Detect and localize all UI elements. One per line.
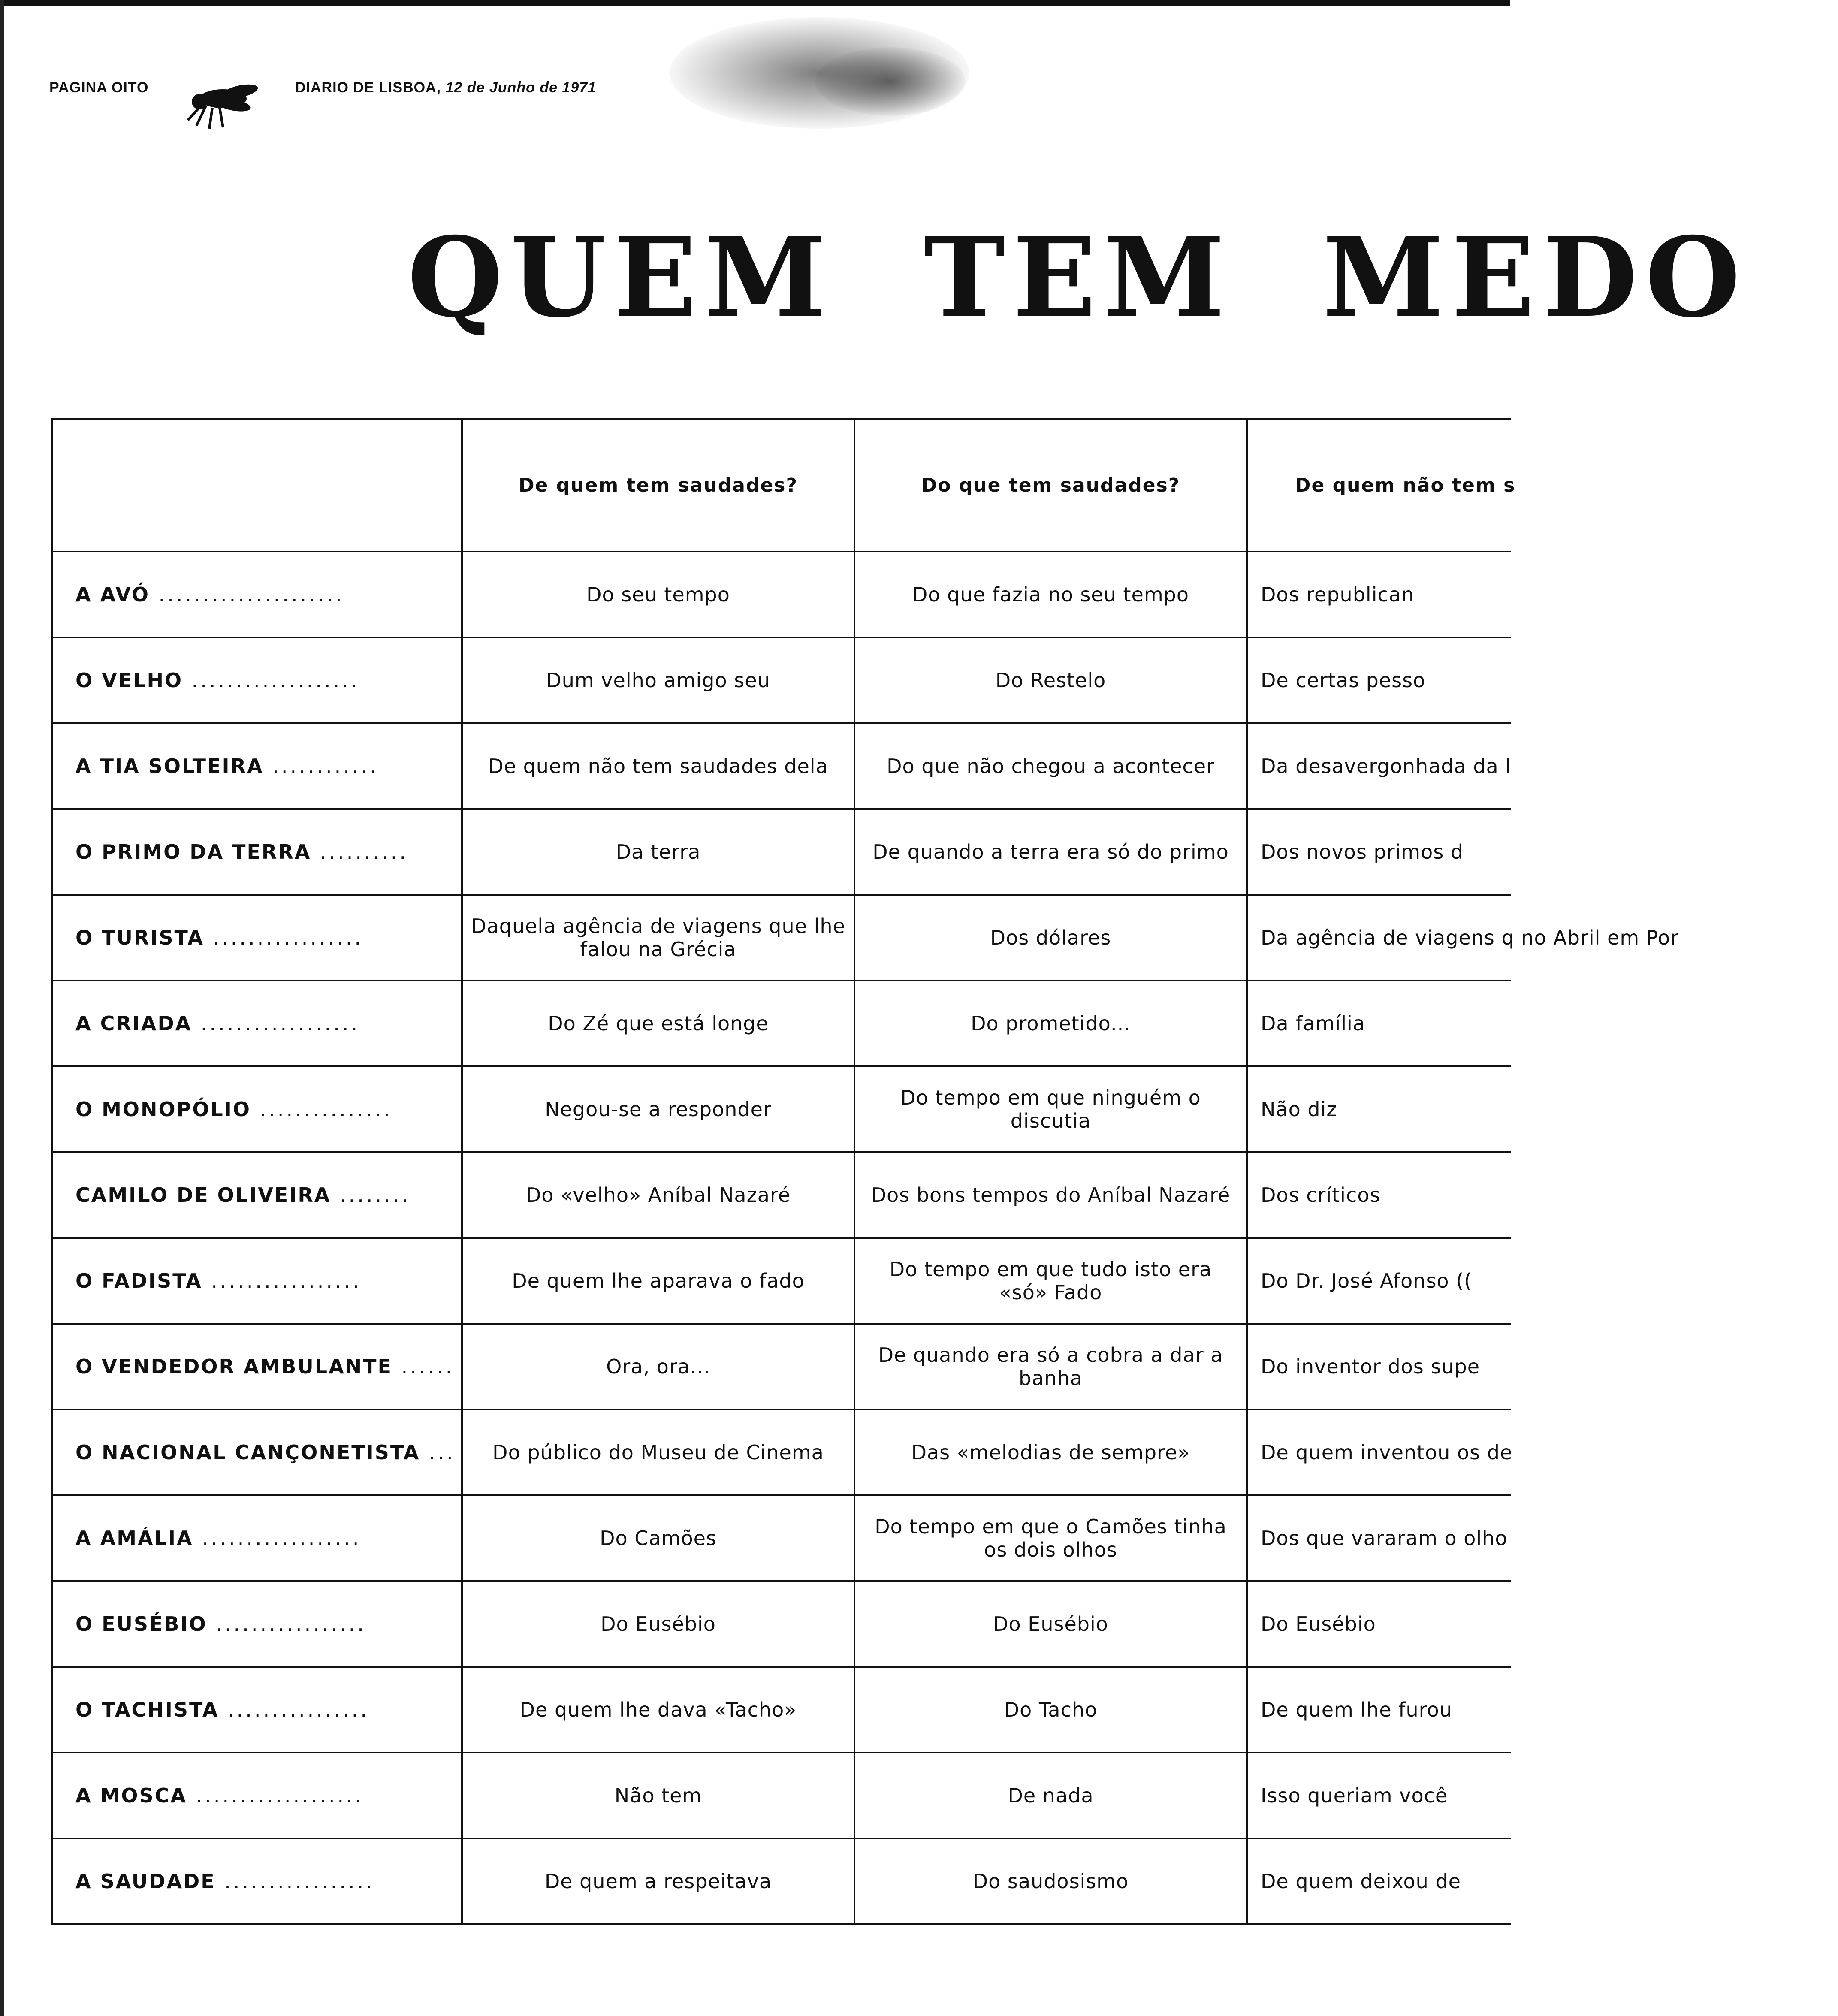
row-label-cell [52,1838,462,1924]
answer-cell: Do saudosismo [854,1838,1247,1924]
newspaper-name: DIARIO DE LISBOA, [295,79,441,96]
table-row [52,1238,1511,1324]
answer-cell: Do Dr. José Afonso (( [1247,1238,1511,1324]
answer-cell: Do que não chegou a acontecer [854,723,1247,809]
page-headline [407,214,1838,342]
answer-cell: Do que fazia no seu tempo [854,552,1247,637]
leader-dots: .................. [193,1526,362,1550]
table-row [52,1152,1511,1238]
leader-dots: ..................... [150,582,344,606]
answer-cell: De quando era só a cobra a dar a banha [854,1324,1247,1409]
leader-dots: ............ [263,754,379,778]
scan-edge-top [0,0,1510,6]
answer-cell: Isso queriam você [1247,1753,1511,1838]
table-header-row [52,419,1511,552]
answer-cell: Dos bons tempos do Aníbal Nazaré [854,1152,1247,1238]
newspaper-dateline [295,79,596,96]
answer-cell: De quem lhe furou [1247,1667,1511,1753]
row-label-cell [52,1152,462,1238]
leader-dots: ................. [202,1269,362,1292]
leader-dots: ................. [215,1869,375,1893]
answer-cell: De quem inventou os de [1247,1409,1511,1495]
row-label: A AVÓ [75,582,150,606]
table-row [52,1495,1511,1581]
row-label-cell [52,1753,462,1838]
answer-cell: De quem deixou de [1247,1838,1511,1924]
row-label-cell [52,1238,462,1324]
answer-cell: Do seu tempo [462,552,854,637]
table-row [52,1324,1511,1409]
row-label: O MONOPÓLIO [75,1097,251,1121]
answer-cell: Dos dólares [854,895,1247,981]
row-label: A AMÁLIA [75,1526,193,1550]
answer-cell: Do «velho» Aníbal Nazaré [462,1152,854,1238]
leader-dots: .......... [311,840,409,863]
row-label: O PRIMO DA TERRA [75,840,311,863]
answer-cell: Do prometido... [854,981,1247,1066]
table-row [52,1838,1511,1924]
column-header: Do que tem saudades? [854,419,1247,552]
row-label-cell [52,723,462,809]
row-label-cell [52,1409,462,1495]
answer-cell: Do Camões [462,1495,854,1581]
answer-cell: Dos republican [1247,552,1511,637]
row-label-cell [52,981,462,1066]
answer-cell: Do público do Museu de Cinema [462,1409,854,1495]
page-number-label: PAGINA OITO [49,79,149,96]
answer-cell: De quem não tem saudades dela [462,723,854,809]
table-row [52,637,1511,723]
answer-cell: Não diz [1247,1066,1511,1152]
column-header: De quem tem saudades? [462,419,854,552]
answer-cell: Do Zé que está longe [462,981,854,1066]
publication-date: 12 de Junho de 1971 [445,79,597,96]
answer-cell: Dos que vararam o olho [1247,1495,1511,1581]
row-label: CAMILO DE OLIVEIRA [75,1183,331,1207]
row-label: O VELHO [75,668,183,692]
answer-cell: Dos críticos [1247,1152,1511,1238]
answer-cell: Do Restelo [854,637,1247,723]
answer-cell: De quem lhe dava «Tacho» [462,1667,854,1753]
table-row [52,552,1511,637]
leader-dots: .................. [192,1011,360,1035]
row-label-cell [52,637,462,723]
answer-cell: Dum velho amigo seu [462,637,854,723]
answer-cell: De nada [854,1753,1247,1838]
row-label-cell [52,809,462,895]
leader-dots: ................. [207,1612,366,1636]
headline-word: MEDO [1322,214,1748,342]
table-row [52,895,1511,981]
survey-table [51,418,1679,1925]
table-row [52,1753,1511,1838]
answer-cell: De quando a terra era só do primo [854,809,1247,895]
answer-cell: De quem a respeitava [462,1838,854,1924]
answer-cell: Da desavergonhada da l [1247,723,1511,809]
answer-cell: Da terra [462,809,854,895]
row-label-cell [52,1581,462,1667]
table-row [52,723,1511,809]
table-row [52,1667,1511,1753]
row-label: O NACIONAL CANÇONETISTA [75,1440,420,1464]
leader-dots: ... [420,1440,456,1464]
headline-word: QUEM [407,214,834,342]
row-label-cell [52,1495,462,1581]
answer-cell: Do Eusébio [462,1581,854,1667]
ink-smudge [815,47,965,116]
leader-dots: ................. [204,926,364,949]
row-label-cell [52,1324,462,1409]
table-row [52,1409,1511,1495]
scan-edge-left [0,0,4,2016]
headline-word: TEM [924,214,1233,342]
answer-cell: Da agência de viagens q no Abril em Por [1247,895,1511,981]
answer-cell: De certas pesso [1247,637,1511,723]
answer-cell: De quem lhe aparava o fado [462,1238,854,1324]
answer-cell: Do Eusébio [854,1581,1247,1667]
survey-table-container [51,418,1679,1925]
row-label: A TIA SOLTEIRA [75,754,264,778]
answer-cell: Do inventor dos supe [1247,1324,1511,1409]
answer-cell: Do tempo em que tudo isto era «só» Fado [854,1238,1247,1324]
answer-cell: Dos novos primos d [1247,809,1511,895]
table-row [52,981,1511,1066]
row-label: A CRIADA [75,1011,192,1035]
leader-dots: ............... [250,1097,392,1121]
row-label: O FADISTA [75,1269,202,1292]
leader-dots: ........ [331,1183,410,1207]
leader-dots: ...... [392,1355,455,1378]
answer-cell: Ora, ora... [462,1324,854,1409]
leader-dots: ................ [219,1698,370,1721]
leader-dots: ................... [187,1784,364,1807]
row-label-cell [52,1667,462,1753]
table-corner-cell [52,419,462,552]
answer-cell: Do Eusébio [1247,1581,1511,1667]
table-row [52,1066,1511,1152]
answer-cell: Negou-se a responder [462,1066,854,1152]
row-label: A SAUDADE [75,1869,216,1893]
answer-cell: Não tem [462,1753,854,1838]
leader-dots: ................... [183,668,360,692]
fly-icon [180,75,266,133]
row-label: O TURISTA [75,926,204,949]
answer-cell: Das «melodias de sempre» [854,1409,1247,1495]
row-label: O TACHISTA [75,1698,219,1721]
row-label: O VENDEDOR AMBULANTE [75,1355,392,1378]
table-row [52,809,1511,895]
answer-cell: Do tempo em que o Camões tinha os dois olhos [854,1495,1247,1581]
answer-cell: Do Tacho [854,1667,1247,1753]
row-label: O EUSÉBIO [75,1612,207,1636]
row-label-cell [52,552,462,637]
answer-cell: Do tempo em que ninguém o discutia [854,1066,1247,1152]
column-header: De quem não tem s [1247,419,1511,552]
row-label: A MOSCA [75,1784,187,1807]
row-label-cell [52,1066,462,1152]
answer-cell: Da família [1247,981,1511,1066]
answer-cell: Daquela agência de viagens que lhe falou na Grécia [462,895,854,981]
row-label-cell [52,895,462,981]
table-row [52,1581,1511,1667]
